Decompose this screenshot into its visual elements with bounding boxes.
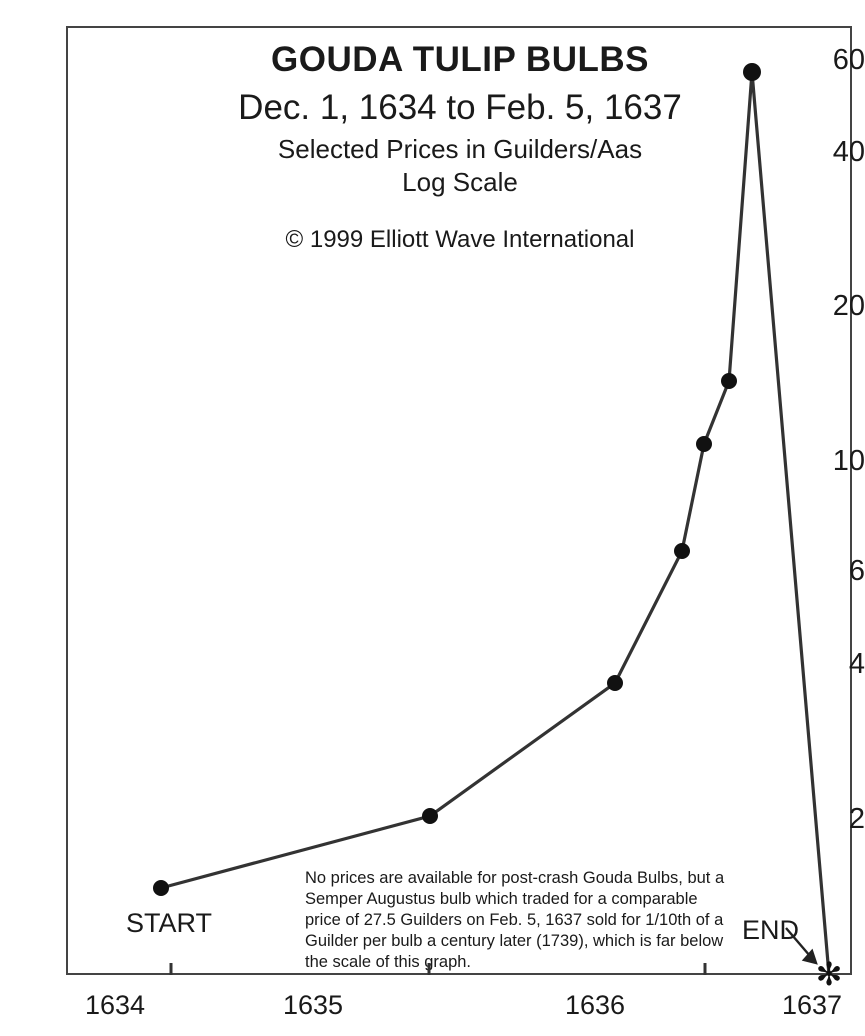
note-text: No prices are available for post-crash Gouda Bulbs, but a Semper Augustus bulb which traded for a comparable price of 27.5 Guilders on Feb. 5, 1637 sold for 1/10th of a Guilder per bulb a century later (1739), which is far below the scale of this graph. (305, 869, 725, 972)
end-label: END (742, 915, 800, 945)
y-axis-tick-6: 6 (848, 555, 865, 587)
chart-subtitle: Dec. 1, 1634 to Feb. 5, 1637 (238, 88, 682, 127)
x-axis-tick-1634: 1634 (84, 990, 146, 1020)
chart-subtitle-prices: Selected Prices in Guilders/Aas (277, 134, 643, 164)
x-axis-tick-1635: 1635 (282, 990, 344, 1020)
chart-title: GOUDA TULIP BULBS (271, 40, 649, 79)
chart-subtitle-scale: Log Scale (402, 167, 518, 197)
end-asterisk-marker: ✻ (815, 956, 843, 992)
y-axis-tick-4: 4 (848, 648, 865, 680)
y-axis-tick-10: 10 (832, 445, 865, 477)
x-axis-tick-1637: 1637 (781, 990, 843, 1020)
x-axis-tick-1636: 1636 (564, 990, 626, 1020)
y-axis-tick-60: 60 (832, 44, 865, 76)
y-axis-tick-20: 20 (832, 290, 865, 322)
start-label: START (126, 908, 213, 938)
chart-title-block (90, 40, 830, 254)
copyright-notice: © 1999 Elliott Wave International (285, 226, 635, 253)
y-axis-tick-40: 40 (832, 136, 865, 168)
y-axis-tick-2: 2 (848, 803, 865, 835)
